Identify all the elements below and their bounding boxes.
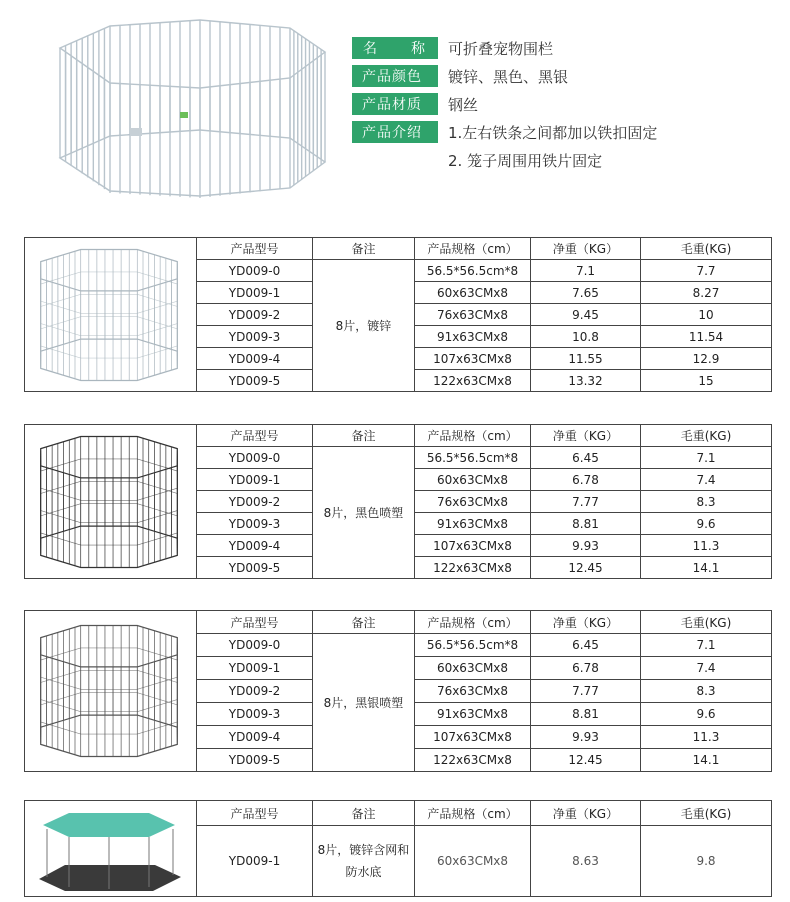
- col-header-model: 产品型号: [197, 611, 313, 634]
- info-label-material: 产品材质: [352, 93, 438, 115]
- product-image-galvanized: [25, 238, 197, 392]
- spec-table-black-silver: [24, 610, 772, 772]
- info-label-name: 名 称: [352, 37, 438, 59]
- col-header-gross: 毛重(KG): [641, 238, 772, 260]
- info-row-name: [352, 34, 772, 62]
- info-label-intro: 产品介绍: [352, 121, 438, 143]
- info-row-intro: [352, 118, 772, 146]
- table-row: YD009-0 8片，黑色喷塑 56.5*56.5cm*8 6.45 7.1: [25, 447, 772, 469]
- info-value-name: 可折叠宠物围栏: [448, 39, 554, 58]
- col-header-gross: 毛重(KG): [641, 425, 772, 447]
- info-label-color: 产品颜色: [352, 65, 438, 87]
- info-row-material: [352, 90, 772, 118]
- table-row: YD009-1 60x63CMx8 6.78 7.4: [25, 469, 772, 491]
- col-header-note: 备注: [313, 425, 415, 447]
- table-row: YD009-1 60x63CMx8 7.65 8.27: [25, 282, 772, 304]
- table-row: YD009-5 122x63CMx8 12.45 14.1: [25, 557, 772, 579]
- table-row: YD009-0 8片，镀锌 56.5*56.5cm*8 7.1 7.7: [25, 260, 772, 282]
- product-image-black-silver: [25, 611, 197, 772]
- product-image-main: [40, 8, 330, 198]
- col-header-model: 产品型号: [197, 238, 313, 260]
- col-header-note: 备注: [313, 611, 415, 634]
- col-header-net: 净重（KG）: [531, 238, 641, 260]
- product-image-black: [25, 425, 197, 579]
- col-header-net: 净重（KG）: [531, 425, 641, 447]
- table-row: YD009-5 122x63CMx8 12.45 14.1: [25, 749, 772, 772]
- table-row: YD009-4 107x63CMx8 9.93 11.3: [25, 726, 772, 749]
- table-row: YD009-4 107x63CMx8 11.55 12.9: [25, 348, 772, 370]
- table-row: YD009-4 107x63CMx8 9.93 11.3: [25, 535, 772, 557]
- info-row-color: [352, 62, 772, 90]
- info-intro-line-2: 2. 笼子周围用铁片固定: [448, 151, 603, 170]
- col-header-note: 备注: [313, 801, 415, 826]
- table-row: YD009-3 91x63CMx8 8.81 9.6: [25, 513, 772, 535]
- col-header-model: 产品型号: [197, 425, 313, 447]
- table-header-row: [25, 238, 772, 260]
- table-row: YD009-3 91x63CMx8 10.8 11.54: [25, 326, 772, 348]
- table-row: YD009-2 76x63CMx8 7.77 8.3: [25, 680, 772, 703]
- col-header-spec: 产品规格（cm）: [415, 801, 531, 826]
- table-row: YD009-3 91x63CMx8 8.81 9.6: [25, 703, 772, 726]
- product-info: [352, 34, 772, 174]
- table-header-row: [25, 801, 772, 826]
- note-cell: 8片，黑银喷塑: [313, 634, 415, 772]
- table-row: YD009-1 60x63CMx8 6.78 7.4: [25, 657, 772, 680]
- note-cell: 8片，镀锌含网和防水底: [313, 826, 415, 897]
- table-row: YD009-5 122x63CMx8 13.32 15: [25, 370, 772, 392]
- col-header-model: 产品型号: [197, 801, 313, 826]
- table-row: YD009-2 76x63CMx8 9.45 10: [25, 304, 772, 326]
- spec-table-black: [24, 424, 772, 579]
- product-image-with-net: [25, 801, 197, 897]
- table-row: YD009-0 8片，黑银喷塑 56.5*56.5cm*8 6.45 7.1: [25, 634, 772, 657]
- table-header-row: [25, 611, 772, 634]
- info-value-intro: 1.左右铁条之间都加以铁扣固定: [448, 123, 658, 142]
- table-row: YD009-1 8片，镀锌含网和防水底 60x63CMx8 8.63 9.8: [25, 826, 772, 897]
- note-cell: 8片，黑色喷塑: [313, 447, 415, 579]
- col-header-spec: 产品规格（cm）: [415, 238, 531, 260]
- table-header-row: [25, 425, 772, 447]
- info-value-material: 钢丝: [448, 95, 479, 114]
- col-header-gross: 毛重(KG): [641, 801, 772, 826]
- col-header-net: 净重（KG）: [531, 611, 641, 634]
- col-header-gross: 毛重(KG): [641, 611, 772, 634]
- col-header-spec: 产品规格（cm）: [415, 425, 531, 447]
- table-row: YD009-2 76x63CMx8 7.77 8.3: [25, 491, 772, 513]
- col-header-spec: 产品规格（cm）: [415, 611, 531, 634]
- info-value-color: 镀锌、黑色、黑银: [448, 67, 569, 86]
- col-header-net: 净重（KG）: [531, 801, 641, 826]
- spec-table-with-net: [24, 800, 772, 897]
- note-cell: 8片，镀锌: [313, 260, 415, 392]
- col-header-note: 备注: [313, 238, 415, 260]
- spec-table-galvanized: [24, 237, 772, 392]
